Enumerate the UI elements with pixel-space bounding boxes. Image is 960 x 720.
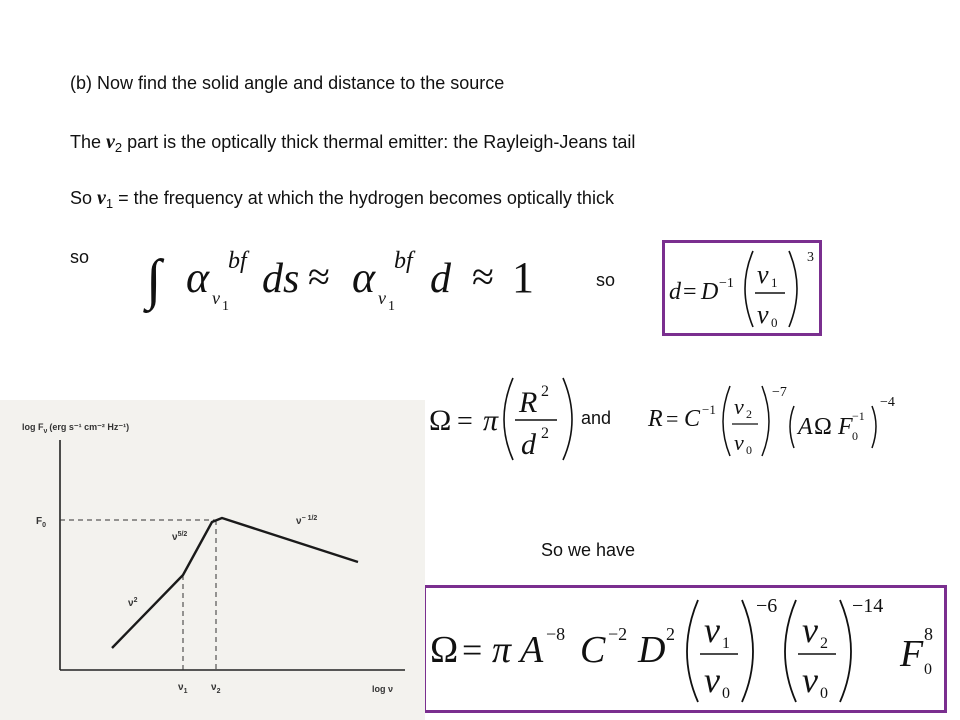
- omega-den: d: [521, 428, 536, 461]
- approx-sign: ≈: [308, 254, 330, 299]
- integral-sign: ∫: [146, 249, 162, 311]
- ds-term: ds: [262, 256, 300, 302]
- R-formula: [646, 380, 916, 460]
- omega-num: R: [519, 386, 538, 419]
- heading: (b) Now find the solid angle and distance to the source: [70, 73, 505, 93]
- annotation-nu-half-exp: − 1/2: [301, 515, 318, 522]
- final-n1: ν: [704, 610, 720, 650]
- integral-equation: [140, 240, 560, 320]
- R-power1: −7: [772, 385, 787, 400]
- R-power2: −4: [880, 395, 895, 410]
- d-den-sub: 0: [771, 315, 778, 330]
- R-F-exp: −1: [852, 409, 865, 423]
- chart-background: [0, 400, 425, 720]
- final-formula: [428, 590, 942, 708]
- R-den-sub: 0: [746, 443, 752, 457]
- approx-sign-2: ≈: [472, 254, 494, 299]
- R-paren1-right: [762, 386, 769, 456]
- alpha-superscript: bf: [228, 248, 247, 274]
- final-n2: ν: [802, 610, 818, 650]
- alpha-subsubscript-2: 1: [388, 299, 395, 314]
- alpha-subscript: ν: [212, 288, 220, 308]
- annotation-nu52-exp: 5/2: [177, 531, 188, 538]
- final-n2-sub: 2: [820, 635, 828, 652]
- final-paren2-right: [840, 600, 851, 702]
- R-C-exp: −1: [702, 402, 716, 417]
- line-optically-thick: [70, 187, 614, 211]
- y-tick-F: F: [36, 516, 43, 527]
- final-lhs: Ω: [430, 629, 459, 671]
- line2-pre: So: [70, 188, 98, 208]
- final-d1: ν: [704, 660, 720, 700]
- omega-eq: =: [457, 406, 473, 437]
- d-eq: =: [683, 279, 697, 305]
- so-we-have-label: So we have: [541, 540, 636, 560]
- omega-lhs: Ω: [429, 404, 452, 437]
- d-D: D: [701, 279, 719, 305]
- omega-den-sup: 2: [541, 425, 549, 442]
- final-A: A: [520, 629, 544, 671]
- annotation-nu-half-sym: ν: [296, 516, 302, 527]
- alpha-symbol-2: α: [352, 253, 376, 302]
- omega-pi: π: [483, 404, 499, 437]
- d-paren-right: [789, 251, 797, 327]
- final-F: F: [900, 633, 924, 675]
- R-paren2-right: [872, 406, 876, 448]
- R-paren2-left: [790, 406, 794, 448]
- x-tick-nu1-sub: 1: [183, 688, 188, 695]
- d-lhs: d: [669, 279, 681, 305]
- nu-subscript: 1: [105, 196, 114, 211]
- R-F-sub: 0: [852, 429, 858, 443]
- final-F-sub: 0: [924, 661, 932, 678]
- final-paren1-left: [687, 600, 698, 702]
- alpha-subscript-2: ν: [378, 288, 386, 308]
- x-tick-nu1-sym: ν: [178, 682, 184, 693]
- final-paren1-right: [742, 600, 753, 702]
- final-eq: =: [462, 630, 483, 670]
- R-F: F: [838, 414, 853, 440]
- and-label: and: [581, 408, 612, 428]
- d-paren-left: [745, 251, 753, 327]
- nu-subscript: 2: [114, 140, 123, 155]
- alpha-superscript-2: bf: [394, 248, 413, 274]
- line1-pre: The: [70, 132, 107, 152]
- omega-num-sup: 2: [541, 383, 549, 400]
- final-n1-sub: 1: [722, 635, 730, 652]
- so-right-label: so: [596, 270, 616, 290]
- d-num: ν: [757, 260, 769, 289]
- final-pi: π: [492, 629, 512, 671]
- final-C-exp: −2: [608, 624, 628, 644]
- omega-formula: [427, 374, 597, 464]
- x-tick-nu2-sub: 2: [216, 688, 221, 695]
- R-num-sub: 2: [746, 407, 752, 421]
- y-axis-label-sub: ν: [43, 428, 48, 435]
- annotation-nu52-sym: ν: [172, 532, 178, 543]
- d-D-exp: −1: [719, 276, 734, 291]
- y-axis-label-main: log F: [22, 422, 44, 432]
- line2-post: = the frequency at which the hydrogen becomes optically thick: [113, 188, 614, 208]
- x-tick-nu2-sym: ν: [211, 682, 217, 693]
- line1-post: part is the optically thick thermal emitter: the Rayleigh-Jeans tail: [122, 132, 636, 152]
- y-tick-sub: 0: [42, 522, 47, 529]
- annotation-nu2-sym: ν: [128, 598, 134, 609]
- so-left-label: so: [70, 247, 90, 267]
- R-lhs: R: [648, 406, 663, 432]
- final-D: D: [638, 629, 666, 671]
- final-F-exp: 8: [924, 624, 933, 644]
- final-D-exp: 2: [666, 624, 675, 644]
- y-axis-label-units: (erg s⁻¹ cm⁻² Hz⁻¹): [49, 422, 130, 432]
- annotation-nu2-exp: 2: [133, 597, 138, 604]
- R-Omega: Ω: [814, 414, 832, 440]
- d-term: d: [430, 256, 451, 302]
- R-C: C: [684, 406, 701, 432]
- final-paren2-left: [785, 600, 796, 702]
- R-paren1-left: [723, 386, 730, 456]
- final-p2: −14: [852, 595, 884, 617]
- spectrum-chart: [0, 400, 425, 720]
- final-C: C: [580, 629, 606, 671]
- R-A: A: [798, 414, 813, 440]
- final-d1-sub: 0: [722, 685, 730, 702]
- d-power: 3: [807, 250, 814, 265]
- R-num: ν: [734, 394, 744, 419]
- R-den: ν: [734, 430, 744, 455]
- nu-symbol: ν: [106, 131, 115, 153]
- final-A-exp: −8: [546, 624, 566, 644]
- line-rayleigh-jeans: [70, 131, 635, 155]
- omega-paren-right: [563, 378, 572, 460]
- nu-symbol: ν: [97, 187, 106, 209]
- R-eq: =: [666, 406, 679, 431]
- alpha-subsubscript: 1: [222, 299, 229, 314]
- d-formula: [667, 243, 817, 333]
- omega-paren-left: [504, 378, 513, 460]
- final-d2-sub: 0: [820, 685, 828, 702]
- one-term: 1: [512, 253, 534, 302]
- x-axis-label: log ν: [372, 684, 394, 694]
- d-den: ν: [757, 300, 769, 329]
- alpha-symbol: α: [186, 253, 210, 302]
- final-d2: ν: [802, 660, 818, 700]
- final-p1: −6: [756, 595, 778, 617]
- d-num-sub: 1: [771, 275, 778, 290]
